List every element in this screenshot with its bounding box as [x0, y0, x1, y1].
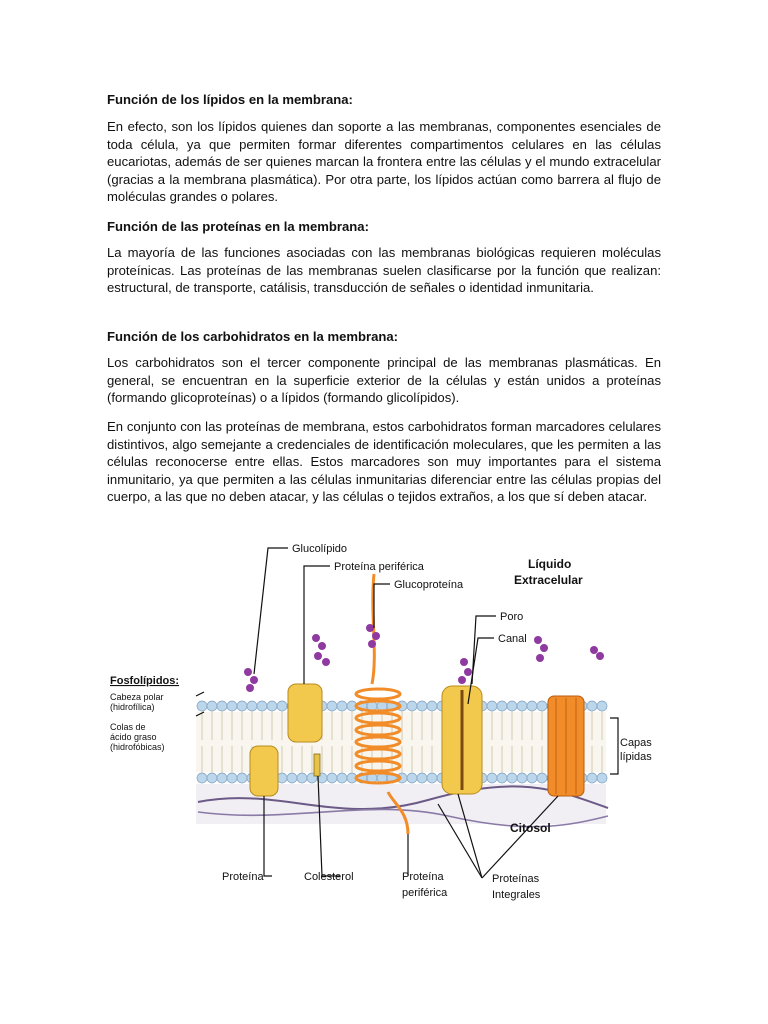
phospholipid-head: [427, 701, 437, 711]
label-colas: Colas de: [110, 722, 146, 732]
helix-turn: [356, 689, 400, 699]
phospholipid-head: [427, 773, 437, 783]
phospholipid-head: [297, 773, 307, 783]
phospholipid-head: [327, 773, 337, 783]
paragraph-carbohidratos-2: En conjunto con las proteínas de membrana, estos carbohidratos forman marcadores celulares distintivos, algo semejante a credenciales de identificación moleculares, que les permiten a las células reconocerse entre ellas. Estos marcadores son muy importantes para el sistema inmunitario, ya que permiten a las células inmunitarias diferenciar entre las células propias del cuerpo, a las que no deben atacar, y las células o tejidos extraños, a los que sí deben atacar.: [107, 419, 661, 505]
phospholipid-head: [537, 701, 547, 711]
phospholipid-head: [497, 701, 507, 711]
label-liquido: Líquido: [528, 557, 572, 571]
label-lipidas: lípidas: [620, 751, 652, 763]
heading-carbohidratos: Función de los carbohidratos en la membrana:: [107, 329, 399, 344]
phospholipid-head: [587, 773, 597, 783]
label-citosol: Citosol: [510, 821, 551, 835]
phospholipid-head: [537, 773, 547, 783]
heading-lipidos: Función de los lípidos en la membrana:: [107, 92, 353, 107]
phospholipid-head: [287, 773, 297, 783]
phospholipid-head: [507, 773, 517, 783]
paragraph-carbohidratos-1: Los carbohidratos son el tercer componente principal de las membranas plasmáticas. En general, se encuentran en la superficie exterior de la células y están unidos a proteínas (formando glicoproteínas) o a lípidos (formando glicolípidos).: [107, 355, 661, 406]
phospholipid-head: [487, 701, 497, 711]
phospholipid-head: [597, 701, 607, 711]
phospholipid-head: [337, 773, 347, 783]
phospholipid-head: [517, 773, 527, 783]
label-poro: Poro: [500, 611, 524, 623]
paragraph-proteinas: La mayoría de las funciones asociadas con las membranas biológicas requieren moléculas proteínicas. Las proteínas de las membranas suelen clasificarse por la función que realizan: estructural, de transporte, catálisis, transducción de señales o identidad inmunitaria.: [107, 245, 661, 296]
peripheral-protein-top: [288, 684, 322, 742]
phospholipid-head: [197, 701, 207, 711]
phospholipid-head: [507, 701, 517, 711]
label-proteinas-integrales: Proteínas: [492, 873, 540, 885]
label-proteina: Proteína: [222, 871, 264, 883]
phospholipid-head: [587, 701, 597, 711]
protein-shape: [250, 746, 278, 796]
label-capas: Capas: [620, 737, 652, 749]
phospholipid-head: [527, 773, 537, 783]
phospholipid-head: [237, 701, 247, 711]
label-integrales: Integrales: [492, 889, 541, 901]
phospholipid-head: [237, 773, 247, 783]
phospholipid-head: [197, 773, 207, 783]
phospholipid-head: [337, 701, 347, 711]
label-glucolipido: Glucolípido: [292, 543, 348, 555]
heading-proteinas: Función de las proteínas en la membrana:: [107, 219, 369, 234]
phospholipid-head: [257, 701, 267, 711]
label-hidrofilica: (hidrofílica): [110, 702, 155, 712]
label-cabeza-polar: Cabeza polar: [110, 692, 164, 702]
paragraph-lipidos: En efecto, son los lípidos quienes dan soporte a las membranas, componentes esenciales de toda célula, ya que permiten formar diferentes compartimentos celulares en las células eucariotas, además de ser quienes marcan la frontera entre las células y el mundo extracelular (gracias a la membrana plasmática). Por otra parte, los lípidos actúan como barrera al flujo de moléculas grandes o polares.: [107, 119, 661, 205]
phospholipid-head: [227, 701, 237, 711]
phospholipid-head: [517, 701, 527, 711]
phospholipid-head: [277, 701, 287, 711]
phospholipid-head: [207, 701, 217, 711]
phospholipid-heads-top: [197, 701, 607, 711]
phospholipid-head: [527, 701, 537, 711]
label-proteina-periferica-bottom: Proteína: [402, 871, 444, 883]
phospholipid-head: [497, 773, 507, 783]
label-proteina-periferica-top: Proteína periférica: [334, 561, 424, 573]
phospholipid-head: [597, 773, 607, 783]
label-canal: Canal: [498, 633, 527, 645]
label-extracelular: Extracelular: [514, 573, 583, 587]
phospholipid-head: [417, 773, 427, 783]
label-glucoproteina: Glucoproteína: [394, 579, 464, 591]
phospholipid-head: [217, 701, 227, 711]
phospholipid-head: [407, 701, 417, 711]
phospholipid-head: [207, 773, 217, 783]
membrane-illustration: [108, 534, 656, 914]
label-fosfolipidos: Fosfolípidos:: [110, 675, 180, 687]
phospholipid-head: [417, 701, 427, 711]
phospholipid-head: [487, 773, 497, 783]
label-colesterol: Colesterol: [304, 871, 354, 883]
phospholipid-head: [327, 701, 337, 711]
label-hidrofobicas: (hidrofóbicas): [110, 742, 165, 752]
phospholipid-head: [267, 701, 277, 711]
phospholipid-head: [227, 773, 237, 783]
phospholipid-head: [407, 773, 417, 783]
label-acido-graso: ácido graso: [110, 732, 157, 742]
membrane-diagram: [108, 534, 656, 914]
carbohydrate-chains: [244, 624, 604, 692]
phospholipid-head: [247, 701, 257, 711]
cholesterol: [314, 754, 320, 776]
label-periferica-bottom: periférica: [402, 887, 448, 899]
phospholipid-head: [217, 773, 227, 783]
